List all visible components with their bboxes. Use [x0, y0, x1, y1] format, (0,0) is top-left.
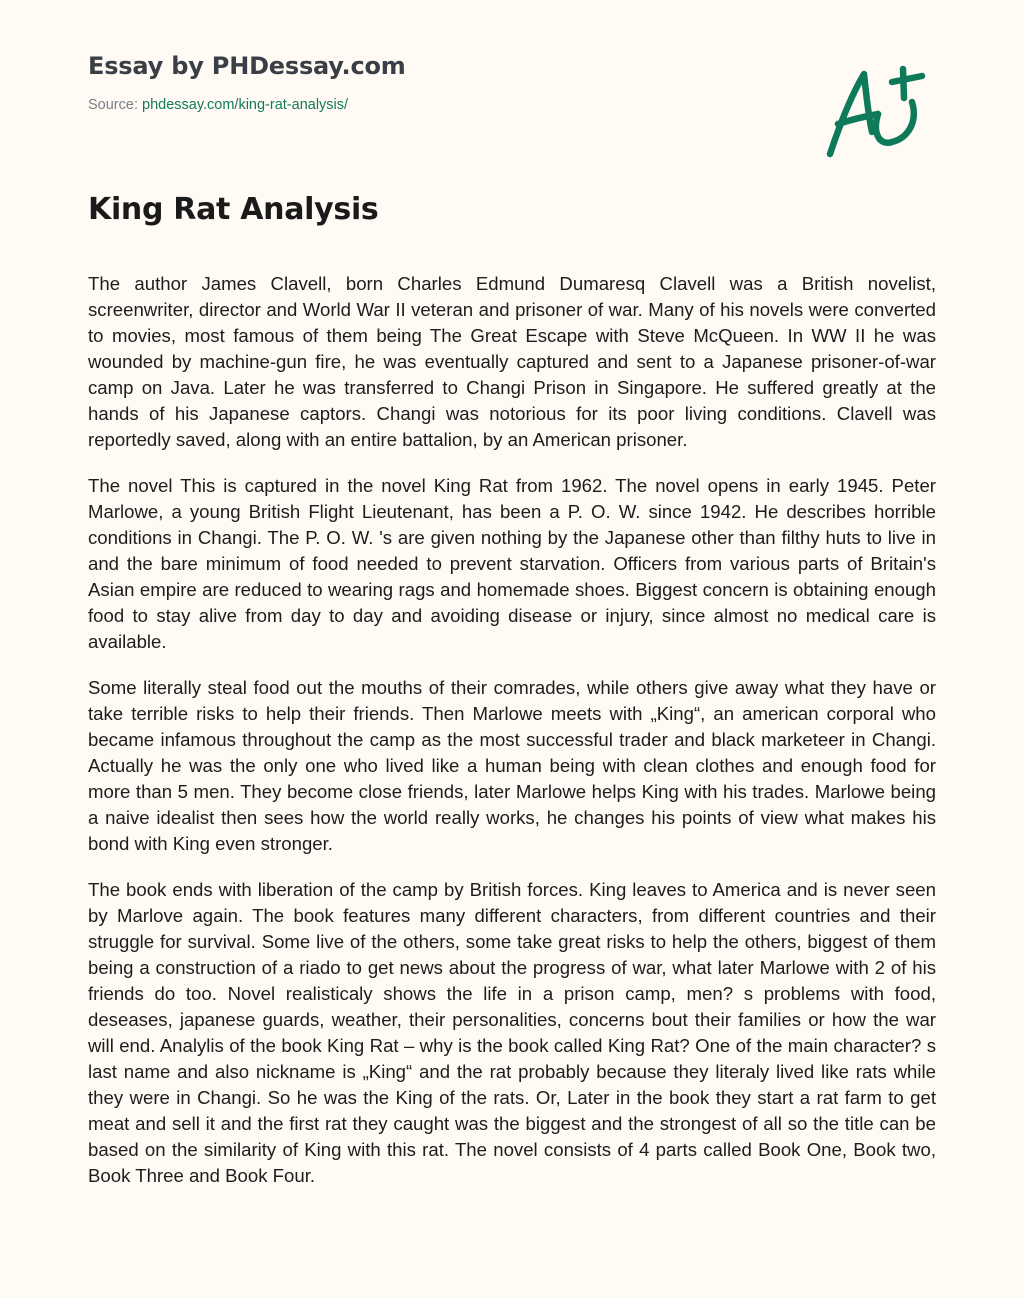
- paragraph: The novel This is captured in the novel King Rat from 1962. The novel opens in early 1945. Peter Marlowe, a young British Flight Lieutenant, has been a P. O. W. since 1942. He describes horrible conditions in Changi. The P. O. W. 's are given nothing by the Japanese other than filthy huts to live in and the bare minimum of food needed to prevent starvation. Officers from various parts of Britain's Asian empire are reduced to wearing rags and homemade shoes. Biggest concern is obtaining enough food to stay alive from day to day and avoiding disease or injury, since almost no medical care is available.: [88, 475, 936, 652]
- a-plus-grade-icon: [822, 62, 932, 164]
- source-line: [88, 95, 406, 115]
- source-link[interactable]: phdessay.com/king-rat-analysis/: [142, 97, 349, 113]
- page-title: King Rat Analysis: [88, 192, 379, 227]
- paragraph: Some literally steal food out the mouths of their comrades, while others give away what they have or take terrible risks to help their friends. Then Marlowe meets with „King“, an american corporal who became infamous throughout the camp as the most successful trader and black marketeer in Changi. Actually he was the only one who lived like a human being with clean clothes and enough food for more than 5 men. They become close friends, later Marlowe helps King with his trades. Marlowe being a naive idealist then sees how the world really works, he changes his points of view what makes his bond with King even stronger.: [88, 677, 936, 854]
- site-header: [88, 48, 406, 115]
- site-title: Essay by PHDessay.com: [88, 52, 406, 80]
- paragraph: The book ends with liberation of the camp by British forces. King leaves to America and is never seen by Marlove again. The book features many different characters, from different countries and their struggle for survival. Some live of the others, some take great risks to help the others, biggest of them being a construction of a riado to get news about the progress of war, what later Marlowe with 2 of his friends do too. Novel realisticaly shows the life in a prison camp, men? s problems with food, deseases, japanese guards, weather, their personalities, concerns bout their families or how the war will end. Analylis of the book King Rat – why is the book called King Rat? One of the main character? s last name and also nickname is „King“ and the rat probably because they literaly lived like rats while they were in Changi. So he was the King of the rats. Or, Later in the book they start a rat farm to get meat and sell it and the first rat they caught was the biggest and the strongest of all so the title can be based on the similarity of King with this rat. The novel consists of 4 parts called Book One, Book two, Book Three and Book Four.: [88, 879, 936, 1186]
- essay-body: [88, 271, 936, 1256]
- paragraph: The author James Clavell, born Charles Edmund Dumaresq Clavell was a British novelist, screenwriter, director and World War II veteran and prisoner of war. Many of his novels were converted to movies, most famous of them being The Great Escape with Steve McQueen. In WW II he was wounded by machine-gun fire, he was eventually captured and sent to a Japanese prisoner-of-war camp on Java. Later he was transferred to Changi Prison in Singapore. He suffered greatly at the hands of his Japanese captors. Changi was notorious for its poor living conditions. Clavell was reportedly saved, along with an entire battalion, by an American prisoner.: [88, 273, 936, 450]
- source-label: Source:: [88, 97, 142, 113]
